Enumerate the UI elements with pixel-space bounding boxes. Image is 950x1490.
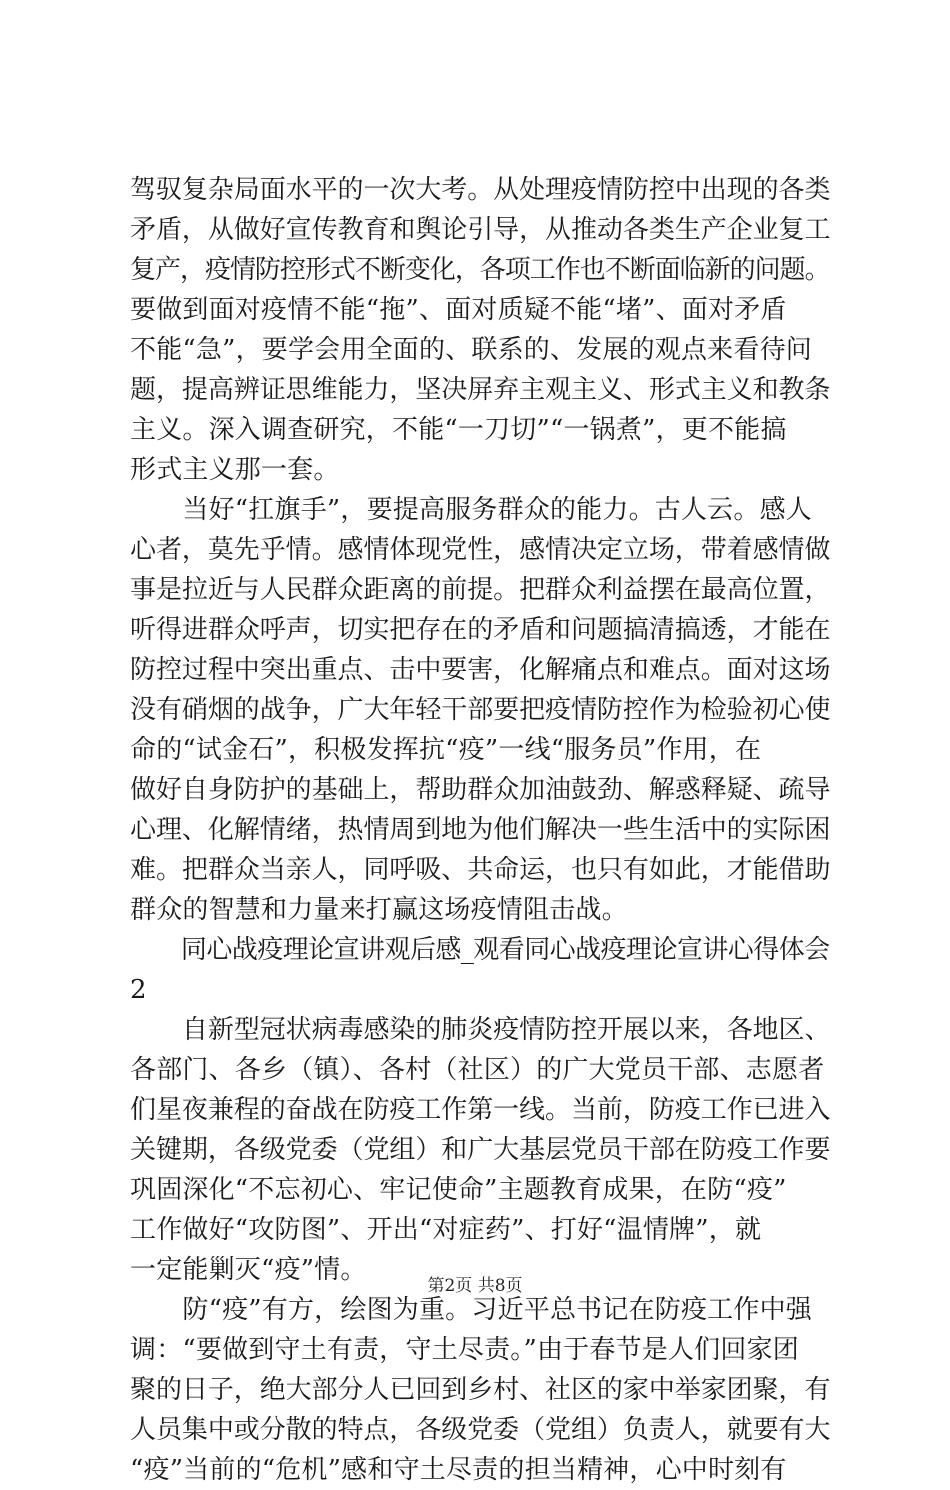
- text-line: 形式主义那一套。: [130, 455, 340, 485]
- text-line: 心理、化解情绪，热情周到地为他们解决一些生活中的实际困: [130, 815, 831, 845]
- text-line: 同心战疫理论宣讲观后感_观看同心战疫理论宣讲心得体会: [130, 935, 830, 965]
- text-line: 要做到面对疫情不能“拖”、面对质疑不能“堵”、面对矛盾: [130, 295, 787, 325]
- text-line: 人员集中或分散的特点，各级党委（党组）负责人，就要有大: [130, 1415, 831, 1445]
- text-line: 一定能剿灭“疫”情。: [130, 1255, 367, 1285]
- text-line: 们星夜兼程的奋战在防疫工作第一线。当前，防疫工作已进入: [130, 1095, 831, 1125]
- text-line: 防控过程中突出重点、击中要害，化解痛点和难点。面对这场: [130, 655, 831, 685]
- text-line: 防“疫”有方，绘图为重。习近平总书记在防疫工作中强: [130, 1295, 812, 1325]
- text-line: “疫”当前的“危机”感和守土尽责的担当精神，心中时刻有: [130, 1455, 787, 1485]
- text-line: 不能“急”，要学会用全面的、联系的、发展的观点来看待问: [130, 335, 812, 365]
- text-line: 命的“试金石”，积极发挥抗“疫”一线“服务员”作用，在: [130, 735, 762, 765]
- text-line: 群众的智慧和力量来打赢这场疫情阻击战。: [130, 895, 628, 925]
- text-line: 题，提高辨证思维能力，坚决屏弃主观主义、形式主义和教条: [130, 375, 831, 405]
- text-line: 关键期，各级党委（党组）和广大基层党员干部在防疫工作要: [130, 1135, 831, 1165]
- text-line: 难。把群众当亲人，同呼吸、共命运，也只有如此，才能借助: [130, 855, 831, 885]
- text-line: 驾驭复杂局面水平的一次大考。从处理疫情防控中出现的各类: [130, 175, 831, 205]
- text-line: 各部门、各乡（镇）、各村（社区）的广大党员干部、志愿者: [130, 1055, 825, 1085]
- text-line: 心者，莫先乎情。感情体现党性，感情决定立场，带着感情做: [130, 535, 831, 565]
- text-line: 当好“扛旗手”，要提高服务群众的能力。古人云。感人: [130, 495, 812, 525]
- text-line: 主义。深入调查研究，不能“一刀切”“一锅煮”，更不能搞: [130, 415, 787, 445]
- text-line: 没有硝烟的战争，广大年轻干部要把疫情防控作为检验初心使: [130, 695, 831, 725]
- text-line: 2: [130, 975, 147, 1005]
- text-line: 听得进群众呼声，切实把存在的矛盾和问题搞清搞透，才能在: [130, 615, 831, 645]
- text-line: 调：“要做到守土有责，守土尽责。”由于春节是人们回家团: [130, 1335, 799, 1365]
- text-line: 巩固深化“不忘初心、牢记使命”主题教育成果，在防“疫”: [130, 1175, 787, 1205]
- text-line: 聚的日子，绝大部分人已回到乡村、社区的家中举家团聚，有: [130, 1375, 831, 1405]
- text-line: 事是拉近与人民群众距离的前提。把群众利益摆在最高位置，: [130, 575, 831, 605]
- text-line: 矛盾，从做好宣传教育和舆论引导，从推动各类生产企业复工: [130, 215, 831, 245]
- text-line: 工作做好“攻防图”、开出“对症药”、打好“温情牌”，就: [130, 1215, 762, 1245]
- text-line: 自新型冠状病毒感染的肺炎疫情防控开展以来，各地区、: [130, 1015, 831, 1045]
- page-footer: 第2页 共8页: [427, 1276, 523, 1296]
- text-line: 做好自身防护的基础上，帮助群众加油鼓劲、解惑释疑、疏导: [130, 775, 831, 805]
- text-line: 复产，疫情防控形式不断变化，各项工作也不断面临新的问题。: [130, 255, 830, 285]
